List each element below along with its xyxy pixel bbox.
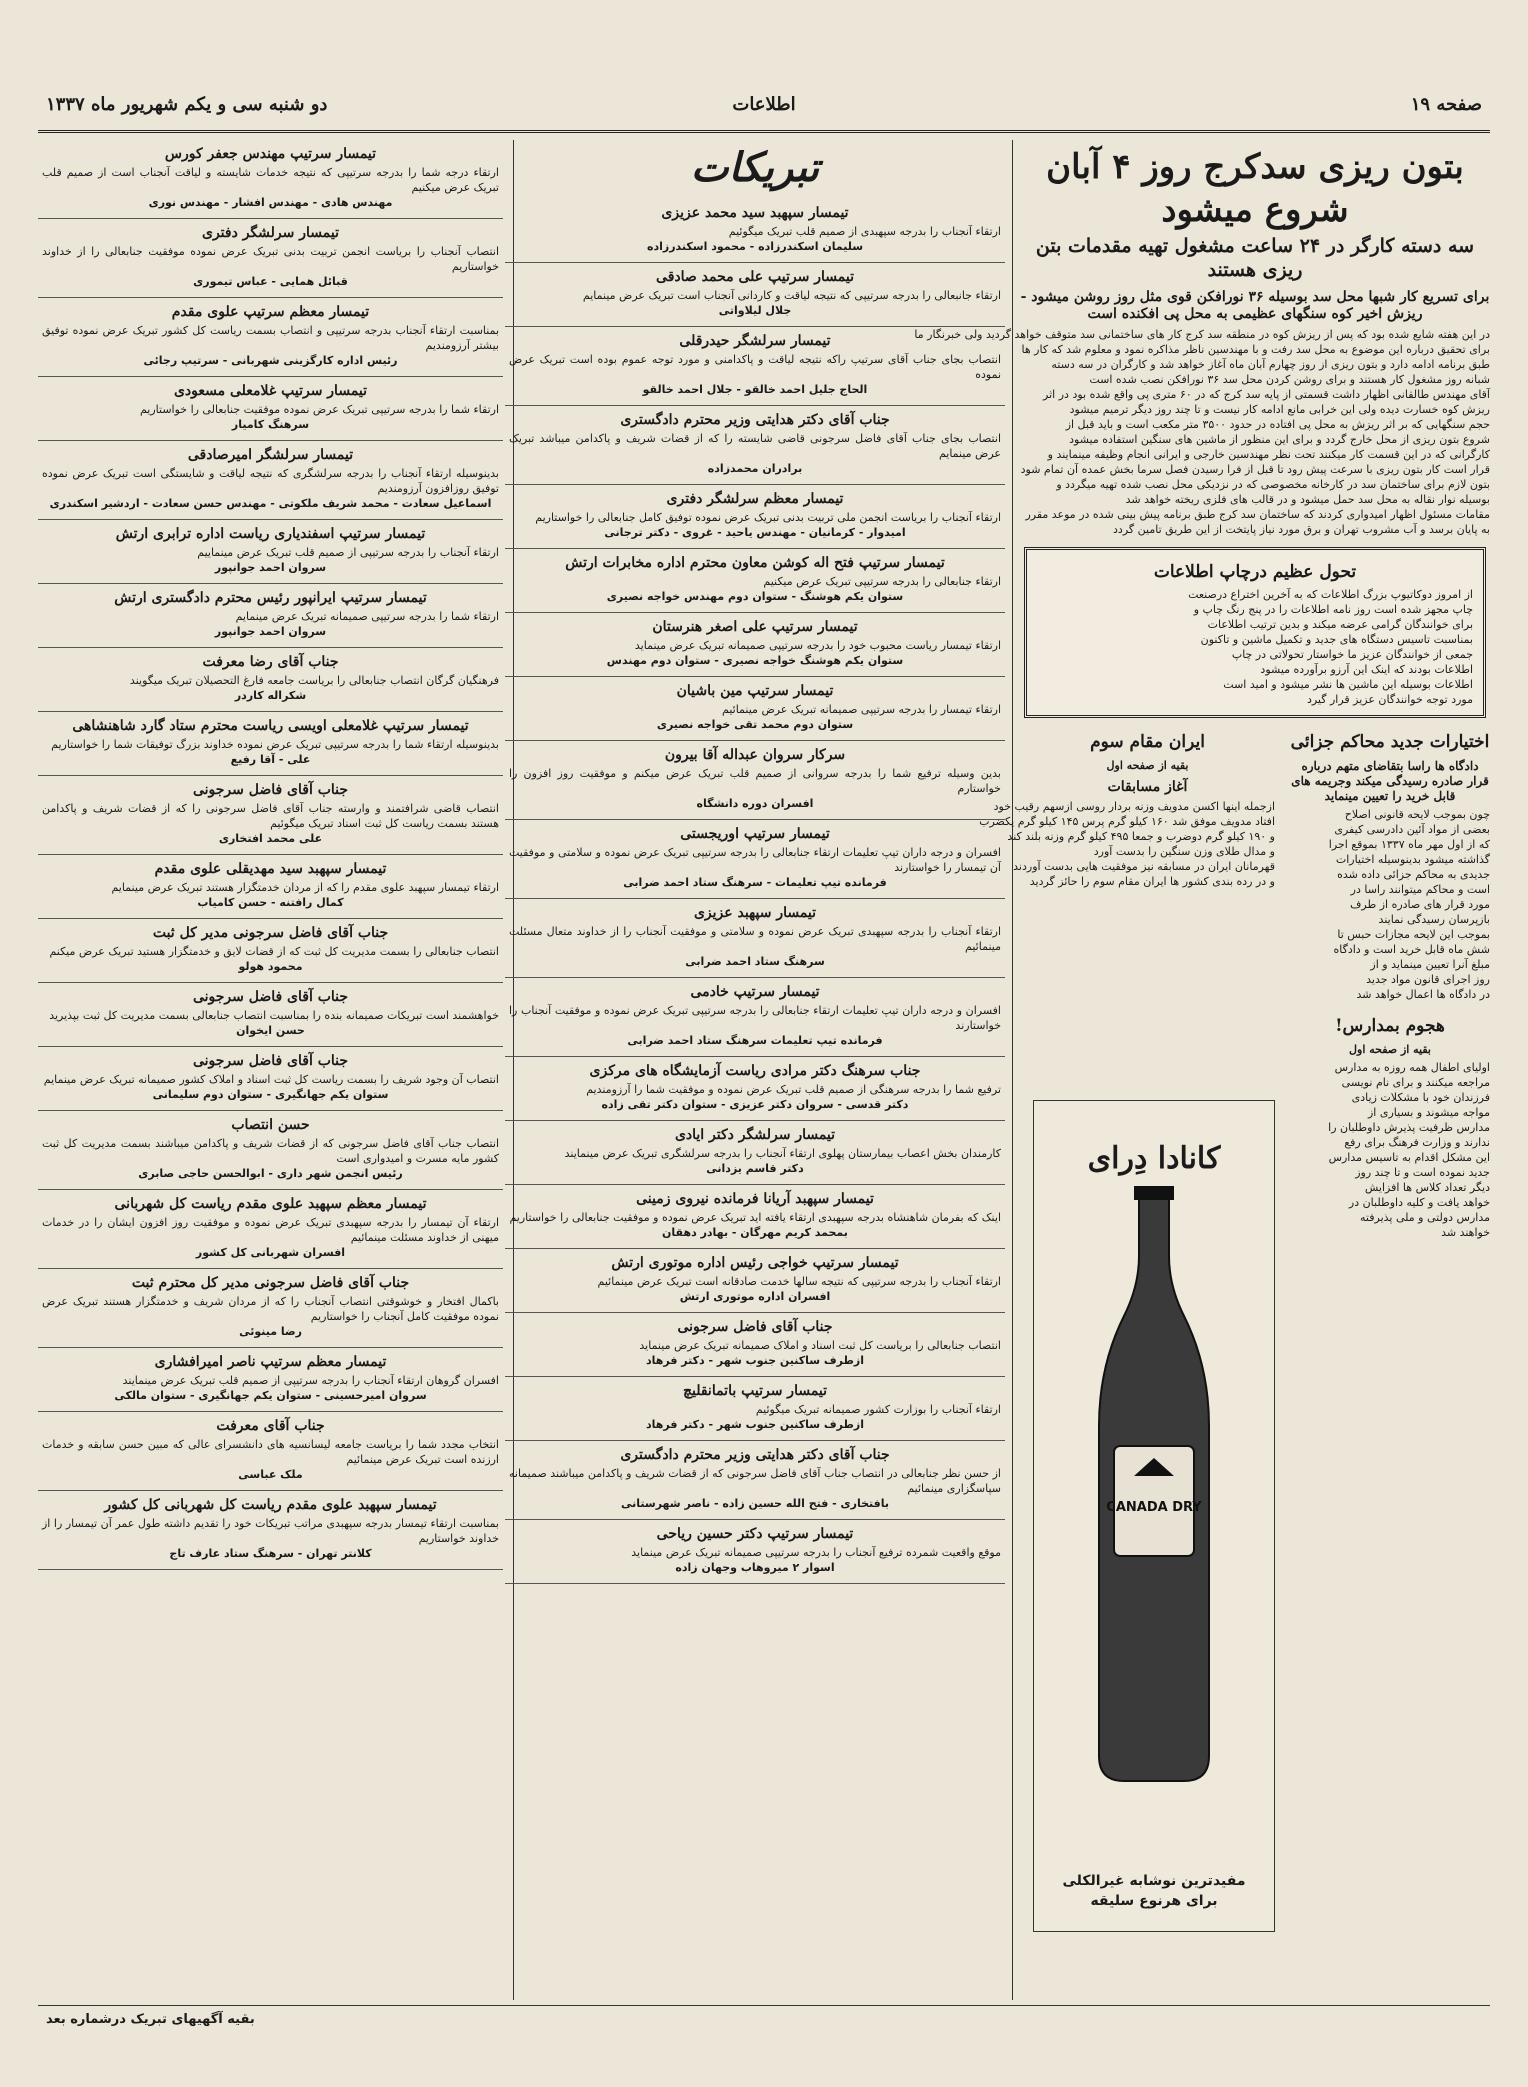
notice-signature: رضا مینوئی: [239, 1325, 302, 1338]
ad-slogan-2: برای هرنوع سلیقه: [1090, 1893, 1218, 1909]
notice-body: انتخاب مجدد شما را بریاست جامعه لیسانسیه های دانشسرای عالی که مبین حسن سابقه و خدمات ارزنده است تبریک عرض مینمائیم: [42, 1438, 499, 1466]
notice-title: تیمسار سپهبد سید محمد عزیزی: [661, 205, 849, 221]
notice-signature: دکتر قاسم یزدانی: [706, 1162, 804, 1175]
notice: [38, 1047, 503, 1111]
notice-body: بدین وسیله ترفیع شما را بدرجه سروانی از صمیم قلب تبریک عرض میکنم و موفقیت روز افزون را خواستارم: [509, 767, 1001, 795]
announcement-line: جمعی از خوانندگان عزیز ما خواستار تحولاتی در چاپ: [1231, 647, 1473, 661]
notice-signature: بافتخاری - فتح الله حسین زاده - ناصر شهرستانی: [621, 1497, 889, 1510]
notice-title: جناب آقای فاضل سرجونی: [192, 1053, 349, 1069]
courts-line: چون بموجب لایحه قانونی اصلاح: [1344, 808, 1490, 821]
notice-body: بمناسبت ارتقاء تیمسار بدرجه سپهبدی مراتب تبریکات خود را تقدیم داشته طول عمر آن تیمسار را از خداوند خواستاریم: [42, 1517, 499, 1545]
notice-title: تیمسار معظم سرلشگر دفتری: [666, 491, 844, 507]
notice-signature: افسران دوره دانشگاه: [696, 797, 814, 810]
notice-body: انتصاب جنابعالی را بسمت مدیریت کل ثبت که از قضات لایق و خدمتگزار هستید تبریک عرض میکنم: [49, 945, 499, 958]
continued-note: بقیه آگهیهای تبریک درشماره بعد: [46, 2012, 255, 2027]
sports-body: [979, 799, 1275, 889]
sports-sub: آغاز مسابقات: [1107, 778, 1188, 795]
notice: [505, 1441, 1005, 1520]
courts-line: گذاشته میشود بدینوسیله اختیارات: [1335, 853, 1490, 866]
notice-signature: شکراله کاردر: [234, 689, 307, 702]
notice-body: خواهشمند است تبریکات صمیمانه بنده را بمناسبت انتصاب جنابعالی بسمت مدیریت کل ثبت بپذیرید: [49, 1009, 499, 1022]
notice: [38, 776, 503, 855]
notice-signature: ستوان یکم هوشنگ خواجه نصیری - ستوان دوم مهندس: [606, 654, 904, 667]
article-line: شروع بتون ریزی از محل خارج گردد و برای این منظور از ماشین های سنگین استفاده میشود: [1069, 432, 1490, 446]
page-footer: [38, 2005, 1490, 2034]
notice-title: جناب آقای فاضل سرجونی مدیر کل محترم ثبت: [131, 1275, 410, 1291]
notice-signature: افسران شهربانی کل کشور: [195, 1246, 346, 1259]
schools-line: مدارس ظرفیت پذیرش داوطلبان را: [1328, 1121, 1490, 1134]
notice-body: ارتقاء آنجناب را بدرجه سپهبدی تبریک عرض نموده و سلامتی و موفقیت آنجناب را از خداوند متعال مسئلت مینمائیم: [509, 925, 1001, 953]
notice-signature: سرهنگ ستاد احمد ضرابی: [685, 955, 825, 968]
notice: [38, 855, 503, 919]
notice-title: تیمسار سرتیپ خواجی رئیس اداره موتوری ارتش: [611, 1255, 899, 1271]
notice: [38, 377, 503, 441]
notice-signature: فرمانده تیپ تعلیمات سرهنگ ستاد احمد ضرابی: [627, 1034, 883, 1047]
courts-line: روز اجرای قانون مواد جدید: [1366, 973, 1490, 986]
schools-body: [1290, 1060, 1490, 1240]
announcement-title: تحول عظیم درچاپ اطلاعات: [1153, 561, 1357, 582]
notice-signature: امیدوار - کرمانیان - مهندس یاحید - غروی - دکتر ترجانی: [604, 526, 906, 539]
notice-body: ارتقاء شما را بدرجه سرتیپی تبریک عرض نموده موفقیت جنابعالی را خواستاریم: [139, 403, 499, 416]
notice-signature: حسن ایخوان: [236, 1024, 305, 1037]
notice-body: افسران گروهان ارتقاء آنجناب را بدرجه سرتیپی از صمیم قلب تبریک عرض مینمایند: [122, 1374, 499, 1387]
middle-column: [505, 140, 1005, 2000]
notice-signature: محمود هولو: [238, 960, 303, 973]
notice: [38, 140, 503, 219]
notice-title: تیمسار سرتیپ باتمانقلیچ: [682, 1383, 828, 1399]
notice-body: ارتقاء آنجناب را بدرجه سپهبدی از صمیم قلب تبریک میگوئیم: [728, 225, 1001, 238]
announcement-line: برای خوانندگان گرامی عرضه میکند و بدین ترتیب اطلاعات: [1207, 617, 1473, 631]
announcement-line: از امروز دوکاتیوپ بزرگ اطلاعات که به آخرین اختراع درصنعت: [1188, 587, 1473, 601]
notice-body: ارتقاء جنابعالی را بدرجه سرتیپی تبریک عرض میکنیم: [763, 575, 1001, 588]
main-subhead: سه دسته کارگر در ۲۴ ساعت مشغول تهیه مقدمات بتن ریزی هستند: [1035, 235, 1475, 281]
notice: [38, 712, 503, 776]
courts-line: در دادگاه ها اعمال خواهد شد: [1356, 988, 1490, 1001]
courts-line: مورد قرار های صادره از طرف: [1350, 898, 1490, 911]
notice-body: اینک که بفرمان شاهنشاه بدرجه سپهبدی ارتقاء یافته اید تبریک عرض نموده و موفقیت جنابعالی را خواستاریم: [509, 1211, 1001, 1224]
courts-line: بموجب این لایحه مجازات حبس تا: [1337, 928, 1490, 941]
canada-dry-ad: [1033, 1100, 1275, 1932]
announcement-line: بمناسبت تاسیس دستگاه های جدید و تکمیل ماشین و تاکنون: [1200, 632, 1473, 646]
courts-line: مبلغ آنرا تعیین مینماید و از: [1370, 958, 1490, 971]
notice: [38, 919, 503, 983]
notice-body: موقع واقعیت شمرده ترفیع آنجناب را بدرجه سرتیپی صمیمانه تبریک عرض مینماید: [631, 1546, 1001, 1559]
notice: [38, 983, 503, 1047]
notice: [505, 978, 1005, 1057]
notice-title: تیمسار سرتیپ فتح اله کوشن معاون محترم اداره مخابرات ارتش: [565, 555, 945, 571]
congratulation-notices: [505, 199, 1005, 1584]
schools-headline: هجوم بمدارس!: [1335, 1016, 1445, 1036]
notice-signature: سرهنگ کامیار: [231, 418, 310, 431]
courts-body: [1290, 807, 1490, 1002]
notice: [505, 485, 1005, 549]
notice-signature: برادران محمدزاده: [707, 462, 803, 475]
notice-body: انتصاب بجای جناب آقای فاضل سرجونی قاضی شایسته را که از قضات شریف و پاکدامن میباشد تبریک عرض مینمایم: [509, 432, 1001, 460]
notice-title: تیمسار معظم سرتیپ علوی مقدم: [171, 304, 370, 320]
notice: [38, 441, 503, 520]
announcement-line: اطلاعات بودند که اینک این آرزو برآورده میشود: [1260, 662, 1473, 676]
notice-body: ارتقاء آنجناب را بدرجه سرتیپی از صمیم قلب تبریک عرض مینماییم: [197, 546, 499, 559]
notice-body: ارتقاء آنجناب را بدرجه سرتیپی که نتیجه سالها خدمت صادقانه است تبریک عرض مینمائیم: [597, 1275, 1001, 1288]
notice-signature: سروان احمد جوانپور: [214, 625, 327, 638]
notice-body: باکمال افتخار و خوشوقتی انتصاب آنجناب را که از مردان شریف و خدمتگزار هستند تبریک عرض نموده موفقیت کامل آنجناب را خواستاریم: [42, 1295, 499, 1323]
notice: [38, 1190, 503, 1269]
sports-line: قهرمانان ایران در مسابقه نیز موفقیت هایی بدست آوردند: [1013, 860, 1275, 874]
announcement-line: چاپ مجهز شده است روز نامه اطلاعات را در پنج رنگ چاپ و: [1193, 602, 1473, 616]
notice-body: افسران و درجه داران تیپ تعلیمات ارتقاء جنابعالی را بدرجه سرتیپی تبریک عرض نموده و سلامتی و موفقیت آن تیمسار را خواستارند: [509, 846, 1001, 874]
notice-body: ارتقاء تیمسار ریاست محبوب خود را بدرجه سرتیپی صمیمانه تبریک عرض مینماید: [634, 639, 1001, 652]
schools-line: فرزندان خود با مشکلات زیادی: [1351, 1091, 1490, 1104]
notice: [505, 1520, 1005, 1584]
left-strip: [1290, 728, 1490, 1240]
notice-signature: سروان احمد جوانپور: [214, 561, 327, 574]
congratulations-title: تبریکات: [690, 144, 820, 191]
notice: [505, 899, 1005, 978]
notice-title: تیمسار سپهبد علوی مقدم ریاست کل شهربانی کل کشور: [104, 1497, 437, 1513]
courts-line: جدیدی به محاکم جزائی داده شده: [1337, 868, 1490, 881]
newspaper-page: [38, 60, 1490, 2060]
courts-line: است و محاکم میتوانند راسا در: [1350, 883, 1490, 896]
notice-signature: ملک عباسی: [238, 1468, 303, 1481]
notice-body: بمناسبت ارتقاء آنجناب بدرجه سرتیپی و انتصاب بسمت ریاست کل کشور تبریک عرض نموده توفیق بیشتر آرزومندیم: [42, 324, 499, 352]
main-deck: برای تسریع کار شبها محل سد بوسیله ۳۶ نورافکن قوی مثل روز روشن میشود - ریزش اخیر کوه سنگهای عظیمی به محل پی افکنده است: [1020, 288, 1490, 322]
courts-line: بعضی از مواد آئین دادرسی کیفری: [1334, 823, 1490, 836]
notice-title: جناب آقای فاضل سرجونی: [192, 782, 349, 798]
notice-title: جناب آقای دکتر هدایتی وزیر محترم دادگستری: [620, 1447, 890, 1463]
article-line: کارگرانی که در این قسمت کار میکنند تحت نظر مهندسین خارجی و ایرانی انجام وظیفه مینمایند و: [1047, 447, 1490, 461]
notice: [505, 1121, 1005, 1185]
notice-title: تیمسار سرتیپ ایرانپور رئیس محترم دادگستری ارتش: [114, 590, 427, 606]
notice-title: سرکار سروان عبداله آقا بیرون: [664, 747, 846, 763]
courts-headline: اختیارات جدید محاکم جزائی: [1290, 731, 1490, 752]
article-line: قرار است کار بتون ریزی با سرعت پیش رود تا قبل از فرا رسیدن فصل سرما بخش عمده آن تمام شود: [1020, 462, 1490, 476]
notice-body: بدینوسیله ارتقاء آنجناب را بدرجه سرلشگری که نتیجه لیاقت و شایستگی است تبریک عرض نموده توفیق روزافزون آرزومندیم: [42, 467, 499, 495]
notice-title: تیمسار سرتیپ غلامعلی مسعودی: [173, 383, 368, 399]
schools-line: خواهند شد: [1441, 1226, 1490, 1239]
notice-title: تیمسار سپهبد عزیزی: [693, 905, 817, 921]
article-line: بوسیله نوار نقاله به محل سد حمل میشود و در قالب های فلزی ریخته خواهد شد: [1125, 492, 1490, 506]
courts-line: که از اول مهر ماه ۱۳۳۷ بموقع اجرا: [1328, 838, 1490, 851]
notice-signature: علی - آقا رفیع: [230, 753, 311, 766]
bottle-illustration: [1034, 1176, 1274, 1796]
notice-body: بدینوسیله ارتقاء شما را بدرجه سرتیپی تبریک عرض نموده خداوند بزرگ توفیقات شما را خواستاریم: [51, 738, 499, 751]
notice-body: ارتقاء آنجناب را بریاست انجمن ملی تربیت بدنی تبریک عرض نموده توفیق کامل جنابعالی را خواستاریم: [535, 511, 1001, 524]
schools-line: مراجعه میکنند و برای نام نویسی: [1341, 1076, 1490, 1089]
article-line: ریزش کوه خسارت دیده ولی این خرابی مانع ادامه کار نیست و تا چند روز دیگر ترمیم میشود: [1069, 402, 1490, 416]
congratulation-notices-left: [38, 140, 503, 1570]
notice: [38, 584, 503, 648]
main-article-body: [914, 327, 1490, 537]
notice-title: حسن انتصاب: [231, 1117, 310, 1133]
notice-title: تیمسار سرلشگر حیدرقلی: [679, 333, 831, 349]
notice: [505, 549, 1005, 613]
announcement-body: [1037, 587, 1473, 707]
notice-signature: سروان امیرحسینی - ستوان یکم جهانگیری - ستوان مالکی: [114, 1389, 427, 1402]
notice: [505, 1313, 1005, 1377]
notice-signature: جلال لیلاواتی: [718, 304, 792, 317]
notice-title: تیمسار سرلشگر دکتر ایادی: [674, 1127, 836, 1143]
notice-title: تیمسار سرتیپ غلامعلی اویسی ریاست محترم ستاد گارد شاهنشاهی: [72, 718, 469, 734]
article-line: مقامات مسئول اظهار امیدواری کردند که ساختمان سد کرج طبق برنامه پیش بینی شده در موعد مقرر: [1025, 507, 1490, 521]
notice: [505, 820, 1005, 899]
notice-title: جناب آقای رضا معرفت: [202, 654, 339, 670]
issue-date: دو شنبه سی و یکم شهریور ماه ۱۳۳۷: [46, 94, 328, 115]
schools-line: خواهد یافت و کلیه داوطلبان در: [1348, 1196, 1490, 1209]
notice-title: جناب آقای فاضل سرجونی: [677, 1319, 833, 1335]
main-headline: بتون ریزی سدکرج روز ۴ آبان شروع میشود: [1046, 147, 1464, 230]
notice-signature: علی محمد افتخاری: [218, 832, 323, 845]
notice-title: تیمسار سپهبد سید مهدیقلی علوی مقدم: [154, 861, 387, 877]
notice-body: ارتقاء تیمسار را بدرجه سرتیپی صمیمانه تبریک عرض مینمائیم: [722, 703, 1001, 716]
notice-signature: سلیمان اسکندرزاده - محمود اسکندرزاده: [646, 240, 864, 253]
notice-title: جناب آقای فاضل سرجونی مدیر کل ثبت: [152, 925, 389, 941]
sports-line: و در رده بندی کشور ها ایران مقام سوم را حائز گردید: [1029, 875, 1275, 889]
schools-line: دیگر تعداد کلاس ها افزایش: [1364, 1181, 1490, 1194]
notice-signature: ستوان یکم هوشنگ - ستوان دوم مهندس خواجه نصیری: [606, 590, 904, 603]
sports-headline: ایران مقام سوم: [1090, 731, 1205, 752]
ad-brand: کانادا دِرای: [1087, 1141, 1221, 1176]
article-line: بتون لازم برای ساختمان سد در کارخانه مخصوصی که در نزدیکی محل نصب شده تهیه میگردد و: [1056, 477, 1490, 491]
notice: [38, 1269, 503, 1348]
sports-line: و ۱۹۰ کیلو گرم دوضرب و جمعا ۴۹۵ کیلو گرم وزنه بلند کند: [1007, 830, 1275, 844]
notice-title: تیمسار سرتیپ خادمی: [690, 984, 820, 1000]
page-number: صفحه ۱۹: [1410, 94, 1482, 115]
notice: [505, 613, 1005, 677]
notice-signature: کمال رافتنه - حسن کامیاب: [197, 896, 344, 909]
notice: [38, 1491, 503, 1570]
courts-line: شش ماه قابل خرید است و دادگاه: [1333, 943, 1490, 956]
left-column: [38, 140, 503, 2000]
notice-signature: افسران اداره موتوری ارتش: [679, 1290, 831, 1303]
notice-body: انتصاب جنابعالی را بریاست کل ثبت اسناد و املاک صمیمانه تبریک عرض مینماید: [639, 1339, 1001, 1352]
notice: [38, 1348, 503, 1412]
notice-body: ارتقاء آن تیمسار را بدرجه سپهبدی تبریک عرض نموده و موفقیت روز افزون ایشان را در خدمات میهنی از خداوند مسئلت مینمائیم: [42, 1216, 499, 1244]
bottle-label: CANADA DRY: [1106, 1500, 1202, 1515]
notice-signature: رئیس اداره کارگزینی شهربانی - سرتیپ رجائی: [143, 354, 398, 367]
notice-title: تیمسار معظم سرتیپ ناصر امیرافشاری: [154, 1354, 387, 1370]
notice-body: ترفیع شما را بدرجه سرهنگی از صمیم قلب تبریک عرض نموده و موفقیت شما را آرزومندیم: [586, 1083, 1001, 1096]
notice-body: از حسن نظر جنابعالی در انتصاب جناب آقای فاضل سرجونی که از قضات شریف و پاکدامن میباشند صمیمانه سپاسگزاری مینمائیم: [509, 1467, 1001, 1495]
notice-signature: مهندس هادی - مهندس افشار - مهندس نوری: [148, 196, 393, 209]
notice-signature: رئیس انجمن شهر داری - ابوالحسن حاجی صابری: [138, 1167, 403, 1180]
notice-signature: بمحمد کریم مهرگان - بهادر دهقان: [662, 1226, 848, 1239]
notice: [505, 1057, 1005, 1121]
notice: [38, 1111, 503, 1190]
schools-line: این مشکل اقدام به تاسیس مدارس: [1328, 1151, 1490, 1164]
notice-signature: کلانتر تهران - سرهنگ ستاد عارف تاج: [169, 1547, 372, 1560]
notice-signature: الحاج جلیل احمد خالقو - جلال احمد خالقو: [642, 383, 868, 396]
notice-signature: اسماعیل سعادت - محمد شریف ملکوتی - مهندس حسن سعادت - اردشیر اسکندری: [49, 497, 492, 510]
schools-kicker: بقیه از صفحه اول: [1349, 1043, 1431, 1057]
notice-title: جناب آقای دکتر هدایتی وزیر محترم دادگستری: [620, 412, 890, 428]
notice: [505, 327, 1005, 406]
notice-body: ارتقاء جانبعالی را بدرجه سرتیپی که نتیجه لیاقت و کاردانی آنجناب است تبریک عرض مینمایم: [582, 289, 1001, 302]
sports-line: ازجمله اینها اکسن مدویف وزنه بردار روسی ازسهم رقیب خود: [993, 800, 1275, 814]
article-line: به پایان برسد و آب مشروب تهران و برق مورد نیاز پایتخت از این طریق تامین گردد: [1113, 522, 1490, 536]
notice-body: ارتقاء درجه شما را بدرجه سرتیپی که نتیجه خدمات شایسته و لیاقت آنجناب است از صمیم قلب تبریک عرض میکنیم: [42, 166, 499, 194]
notice: [505, 1185, 1005, 1249]
announcement-line: مورد توجه خوانندگان عزیز قرار گیرد: [1306, 692, 1473, 706]
notice-title: جناب آقای معرفت: [216, 1418, 325, 1434]
notice-title: تیمسار سرتیپ اوریجستی: [680, 826, 830, 842]
notice-signature: ستوان یکم جهانگیری - ستوان دوم سلیمانی: [152, 1088, 389, 1101]
masthead: [38, 90, 1490, 133]
notice-title: تیمسار سرتیپ دکتر حسین ریاحی: [656, 1526, 854, 1542]
notice: [505, 677, 1005, 741]
notice: [505, 1377, 1005, 1441]
notice: [505, 263, 1005, 327]
notice-body: ارتقاء تیمسار سپهبد علوی مقدم را که از مردان خدمتگزار هستند تبریک عرض مینمایم: [111, 881, 499, 894]
notice-signature: اسوار ۲ میروهاب وجهان زاده: [675, 1561, 835, 1574]
notice: [505, 406, 1005, 485]
notice: [38, 648, 503, 712]
article-line: طبق برنامه ادامه دارد و بتون ریزی از روز چهارم آبان ماه آغاز خواهد شد و کارگران در سه دسته: [1051, 357, 1490, 371]
notice-signature: دکتر قدسی - سروان دکتر عزیزی - ستوان دکتر تقی زاده: [601, 1098, 909, 1111]
notice-body: انتصاب بجای جناب آقای سرتیپ راکه نتیجه لیاقت و پاکدامنی و مورد توجه عموم بوده است تبریک عرض نموده: [509, 353, 1001, 381]
notice-title: تیمسار سرتیپ مهندس جعفر کورس: [164, 146, 377, 162]
notice-title: تیمسار سرتیپ اسفندیاری ریاست اداره ترابری ارتش: [115, 526, 426, 542]
notice-signature: ازطرف ساکنین جنوب شهر - دکتر فرهاد: [646, 1418, 864, 1431]
notice-title: تیمسار سرتیپ مین باشیان: [676, 683, 834, 699]
courts-subhead: دادگاه ها راسا بتقاضای متهم درباره قرار صادره رسیدگی میکند وجریمه های قابل خرید را تعیین مینماید: [1291, 759, 1489, 803]
announcement-box: [1024, 547, 1486, 718]
ad-slogan-1: مفیدترین نوشابه غیرالکلی: [1062, 1873, 1246, 1889]
notice: [38, 520, 503, 584]
notice-body: افسران و درجه داران تیپ تعلیمات ارتقاء جنابعالی را بدرجه سرتیپی تبریک عرض نموده و موفقیت آنجناب را خواستارند: [509, 1004, 1001, 1032]
notice-title: تیمسار سرتیپ علی محمد صادقی: [656, 269, 854, 285]
notice-body: ارتقاء شما را بدرجه سرتیپی صمیمانه تبریک عرض مینمایم: [235, 610, 499, 623]
notice-title: تیمسار سرلشگر دفتری: [202, 225, 339, 241]
column-divider: [1012, 140, 1013, 2000]
notice: [38, 1412, 503, 1491]
notice: [38, 298, 503, 377]
notice-signature: قبائل همایی - عباس تیموری: [193, 275, 348, 288]
notice-body: انتصاب جناب آقای فاضل سرجونی که از قضات شریف و پاکدامن میباشند بسمت مدیریت کل ثبت کشور مایه مسرت و امیدواری است: [42, 1137, 499, 1165]
schools-line: مواجه میشوند و بسیاری از: [1367, 1106, 1490, 1119]
paper-name: اطلاعات: [732, 94, 796, 115]
notice-body: انتصاب قاضی شرافتمند و وارسته جناب آقای فاضل سرجونی را که از قضات شریف و پاکدامن هستند بسمت ریاست کل ثبت اسناد تبریک میگوئیم: [42, 802, 499, 830]
courts-line: بازپرسان رسیدگی نمایند: [1378, 913, 1490, 926]
notice-body: کارمندان بخش اعصاب بیمارستان پهلوی ارتقاء آنجناب را بدرجه سرلشگری تبریک عرض مینمایند: [564, 1147, 1001, 1160]
notice-body: انتصاب آن وجود شریف را بسمت ریاست کل ثبت اسناد و املاک کشور صمیمانه تبریک عرض مینمایم: [43, 1073, 499, 1086]
notice-body: انتصاب آنجناب را بریاست انجمن تربیت بدنی تبریک عرض نموده موفقیت جنابعالی را از خداوند خواستاریم: [42, 245, 499, 273]
article-line: شبانه روز مشغول کار هستند و برای روشن کردن محل سد ۳۶ نورافکن نصب شده است: [1089, 372, 1490, 386]
notice-title: تیمسار سرلشگر امیرصادقی: [187, 447, 354, 463]
article-line: آقای مهندس طالقانی اظهار داشت قسمتی از پایه سد کرج که در ۶۰ متری پی واقع شده بود در اثر: [1043, 387, 1490, 401]
article-line: برای تحقیق درباره این موضوع به محل سد رفت و با مهندسین ناظر مذاکره نمود و معلوم شد که کار ها: [1021, 342, 1490, 356]
notice: [505, 1249, 1005, 1313]
schools-line: جدید نموده است و تا چند روز: [1355, 1166, 1490, 1179]
notice-signature: ستوان دوم محمد تقی خواجه نصیری: [656, 718, 854, 731]
notice-title: تیمسار معظم سپهبد علوی مقدم ریاست کل شهربانی: [114, 1196, 427, 1212]
article-line: در این هفته شایع شده بود که پس از ریزش کوه در منطقه سد کرج کار های ساختمانی سد متوقف خواهد گردید ولی خبرنگار ما: [914, 327, 1490, 341]
sports-article: [979, 728, 1275, 890]
announcement-line: اطلاعات بوسیله این ماشین ها نشر میشود و امید است: [1223, 677, 1473, 691]
notice-signature: فرمانده تیپ تعلیمات - سرهنگ ستاد احمد ضرابی: [623, 876, 887, 889]
sports-line: و مدال طلای وزن سنگین را بدست آورد: [1093, 845, 1275, 859]
sports-line: افتاد مدویف موفق شد ۱۶۰ کیلو گرم پرس ۱۴۵ کیلو گرم یکضرب: [979, 815, 1275, 829]
notice: [38, 219, 503, 298]
notice-title: تیمسار سرتیپ علی اصغر هنرستان: [652, 619, 858, 635]
notice-title: تیمسار سپهبد آریانا فرمانده نیروی زمینی: [636, 1191, 874, 1207]
sports-kicker: بقیه از صفحه اول: [1106, 759, 1189, 772]
notice-signature: ازطرف ساکنین جنوب شهر - دکتر فرهاد: [646, 1354, 864, 1367]
schools-line: مدارس دولتی و ملی پذیرفته: [1360, 1211, 1490, 1224]
article-line: حجم سنگهایی که بر اثر ریزش به محل پی افتاده در حدود ۳۵۰۰ متر مکعب است و باید قبل از: [1065, 417, 1490, 431]
notice-body: ارتقاء آنجناب را بوزارت کشور صمیمانه تبریک میگوئیم: [755, 1403, 1001, 1416]
notice: [505, 199, 1005, 263]
notice-body: فرهنگیان گرگان انتصاب جنابعالی را بریاست جامعه فارغ التحصیلان تبریک میگویند: [129, 674, 499, 687]
notice-title: جناب سرهنگ دکتر مرادی ریاست آزمایشگاه های مرکزی: [589, 1063, 921, 1079]
schools-line: ندارند و وزارت فرهنگ برای رفع: [1344, 1136, 1490, 1149]
schools-line: اولیای اطفال همه روزه به مدارس: [1334, 1061, 1490, 1074]
notice: [505, 741, 1005, 820]
notice-title: جناب آقای فاضل سرجونی: [192, 989, 349, 1005]
